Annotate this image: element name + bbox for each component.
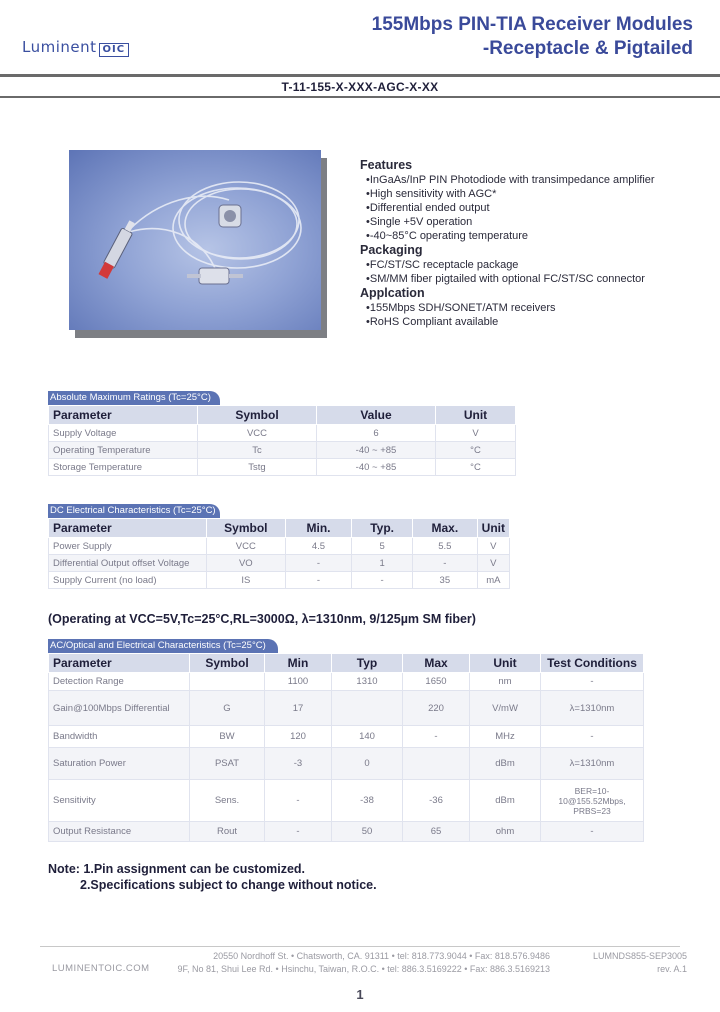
cell: Sensitivity [49,780,190,822]
cell: - [541,822,644,842]
part-number: T-11-155-X-XXX-AGC-X-XX [281,80,439,94]
table-row [49,673,644,691]
cell: -40 ~ +85 [317,442,436,459]
cell: Output Resistance [49,822,190,842]
cell: Bandwidth [49,726,190,748]
dc-table-block [48,500,510,589]
table-header-row [49,406,516,425]
features-item: • Single +5V operation [360,215,700,229]
cell: VCC [198,425,317,442]
cell: mA [477,572,509,589]
note-line-2: 2.Specifications subject to change without notice. [80,878,377,892]
table-row [49,459,516,476]
doc-title-line1: 155Mbps PIN-TIA Receiver Modules [371,14,693,35]
part-number-divider [0,96,720,98]
cell: G [190,691,265,726]
cell [332,691,403,726]
cell: Detection Range [49,673,190,691]
cell: 6 [317,425,436,442]
footer-website: LUMINENTOIC.COM [52,963,150,974]
cell: Supply Current (no load) [49,572,207,589]
col-header: Symbol [206,519,285,538]
cell: λ=1310nm [541,691,644,726]
cell: 120 [265,726,332,748]
application-item: • 155Mbps SDH/SONET/ATM receivers [360,301,700,315]
col-header: Unit [477,519,509,538]
cell: dBm [470,748,541,780]
cell: - [265,780,332,822]
col-header: Parameter [49,406,198,425]
cell: VCC [206,538,285,555]
header-divider [0,74,720,77]
fc-connector [98,219,138,279]
table-row [49,572,510,589]
packaging-heading: Packaging [360,243,423,257]
operating-conditions-note: (Operating at VCC=5V,Tc=25°C,RL=3000Ω, λ=1310nm, 9/125µm SM fiber) [48,612,476,626]
packaging-item: • FC/ST/SC receptacle package [360,258,700,272]
table-row [49,726,644,748]
cell: Sens. [190,780,265,822]
cell: 1100 [265,673,332,691]
table-row [49,780,644,822]
revision: rev. A.1 [657,964,687,974]
doc-title-line2: -Receptacle & Pigtailed [482,38,693,59]
cell: PSAT [190,748,265,780]
col-header: Parameter [49,654,190,673]
pigtail-module [187,268,243,284]
table-row [49,748,644,780]
features-item: • InGaAs/InP PIN Photodiode with transimpedance amplifier [360,173,700,187]
cell: Operating Temperature [49,442,198,459]
packaging-list [360,258,700,286]
cell [403,748,470,780]
cell: - [541,726,644,748]
address-line-1: 20550 Nordhoff St. • Chatsworth, CA. 91311 • tel: 818.773.9044 • Fax: 818.576.9486 [213,951,550,961]
cell: MHz [470,726,541,748]
cell: 4.5 [285,538,352,555]
footer-address [140,950,550,976]
cell: V [477,538,509,555]
col-header: Typ [332,654,403,673]
col-header: Min [265,654,332,673]
packaging-item: • SM/MM fiber pigtailed with optional FC/ST/SC connector [360,272,700,286]
cell: VO [206,555,285,572]
cell: V [436,425,516,442]
cell: - [352,572,413,589]
product-photo [69,150,321,330]
cell: Tstg [198,459,317,476]
cell: - [541,673,644,691]
cell: 5 [352,538,413,555]
cell: - [285,555,352,572]
table-row [49,538,510,555]
cell: - [285,572,352,589]
cell: °C [436,442,516,459]
ac-caption: AC/Optical and Electrical Characteristics (Tc=25°C) [48,639,278,653]
application-heading: Applcation [360,286,425,300]
footer-divider [40,946,680,947]
address-line-2: 9F, No 81, Shui Lee Rd. • Hsinchu, Taiwan, R.O.C. • tel: 886.3.5169222 • Fax: 886.3.5169213 [177,964,550,974]
application-item: • RoHS Compliant available [360,315,700,329]
page-number: 1 [356,987,364,1002]
cell: V/mW [470,691,541,726]
col-header: Max [403,654,470,673]
cell: 50 [332,822,403,842]
product-illustration [69,150,321,330]
cell: Differential Output offset Voltage [49,555,207,572]
cell: λ=1310nm [541,748,644,780]
logo-text: Luminent [22,38,97,56]
cell: Tc [198,442,317,459]
table-row [49,691,644,726]
logo-box: OIC [99,43,130,57]
col-header: Unit [470,654,541,673]
cell: ohm [470,822,541,842]
dc-table [48,518,510,589]
table-header-row [49,654,644,673]
col-header: Typ. [352,519,413,538]
cell: IS [206,572,285,589]
table-row [49,442,516,459]
cell: 17 [265,691,332,726]
ac-table [48,653,644,842]
cell: -3 [265,748,332,780]
cell: V [477,555,509,572]
col-header: Test Conditions [541,654,644,673]
table-row [49,555,510,572]
company-logo [22,38,129,57]
col-header: Symbol [190,654,265,673]
cell: 1310 [332,673,403,691]
cell: - [403,726,470,748]
features-heading: Features [360,158,413,172]
cell: - [265,822,332,842]
cell: 35 [412,572,477,589]
col-header: Value [317,406,436,425]
cell: Rout [190,822,265,842]
cell: -38 [332,780,403,822]
cell: 1 [352,555,413,572]
notes [48,861,377,893]
note-line-1: Note: 1.Pin assignment can be customized. [48,862,306,876]
photo-image [69,150,321,330]
application-list [360,301,700,329]
abs-max-caption: Absolute Maximum Ratings (Tc=25°C) [48,391,220,405]
table-row [49,822,644,842]
col-header: Symbol [198,406,317,425]
ac-table-block [48,635,644,842]
cell: 65 [403,822,470,842]
features-item: • Differential ended output [360,201,700,215]
cell: Gain@100Mbps Differential [49,691,190,726]
dc-caption: DC Electrical Characteristics (Tc=25°C) [48,504,220,518]
cell: Power Supply [49,538,207,555]
table-header-row [49,519,510,538]
col-header: Min. [285,519,352,538]
abs-max-table-block [48,387,516,476]
cell: nm [470,673,541,691]
table-row [49,425,516,442]
features-item: • -40~85°C operating temperature [360,229,700,243]
receptacle-module [219,205,241,227]
cell: °C [436,459,516,476]
cell: -40 ~ +85 [317,459,436,476]
cell: 0 [332,748,403,780]
features-list [360,173,700,243]
cell: 1650 [403,673,470,691]
cell: Saturation Power [49,748,190,780]
abs-max-table [48,405,516,476]
doc-id: LUMNDS855-SEP3005 [592,951,687,961]
header [0,0,720,80]
cell: BW [190,726,265,748]
col-header: Parameter [49,519,207,538]
cell: Supply Voltage [49,425,198,442]
cell: dBm [470,780,541,822]
cell [190,673,265,691]
cell: - [412,555,477,572]
col-header: Max. [412,519,477,538]
cell: 140 [332,726,403,748]
cell: BER=10-10@155.52Mbps, PRBS=23 [541,780,644,822]
cell: -36 [403,780,470,822]
cell: 5.5 [412,538,477,555]
cell: Storage Temperature [49,459,198,476]
features-panel [360,158,700,329]
features-item: • High sensitivity with AGC* [360,187,700,201]
footer-doc-info [593,950,687,976]
col-header: Unit [436,406,516,425]
cell: 220 [403,691,470,726]
